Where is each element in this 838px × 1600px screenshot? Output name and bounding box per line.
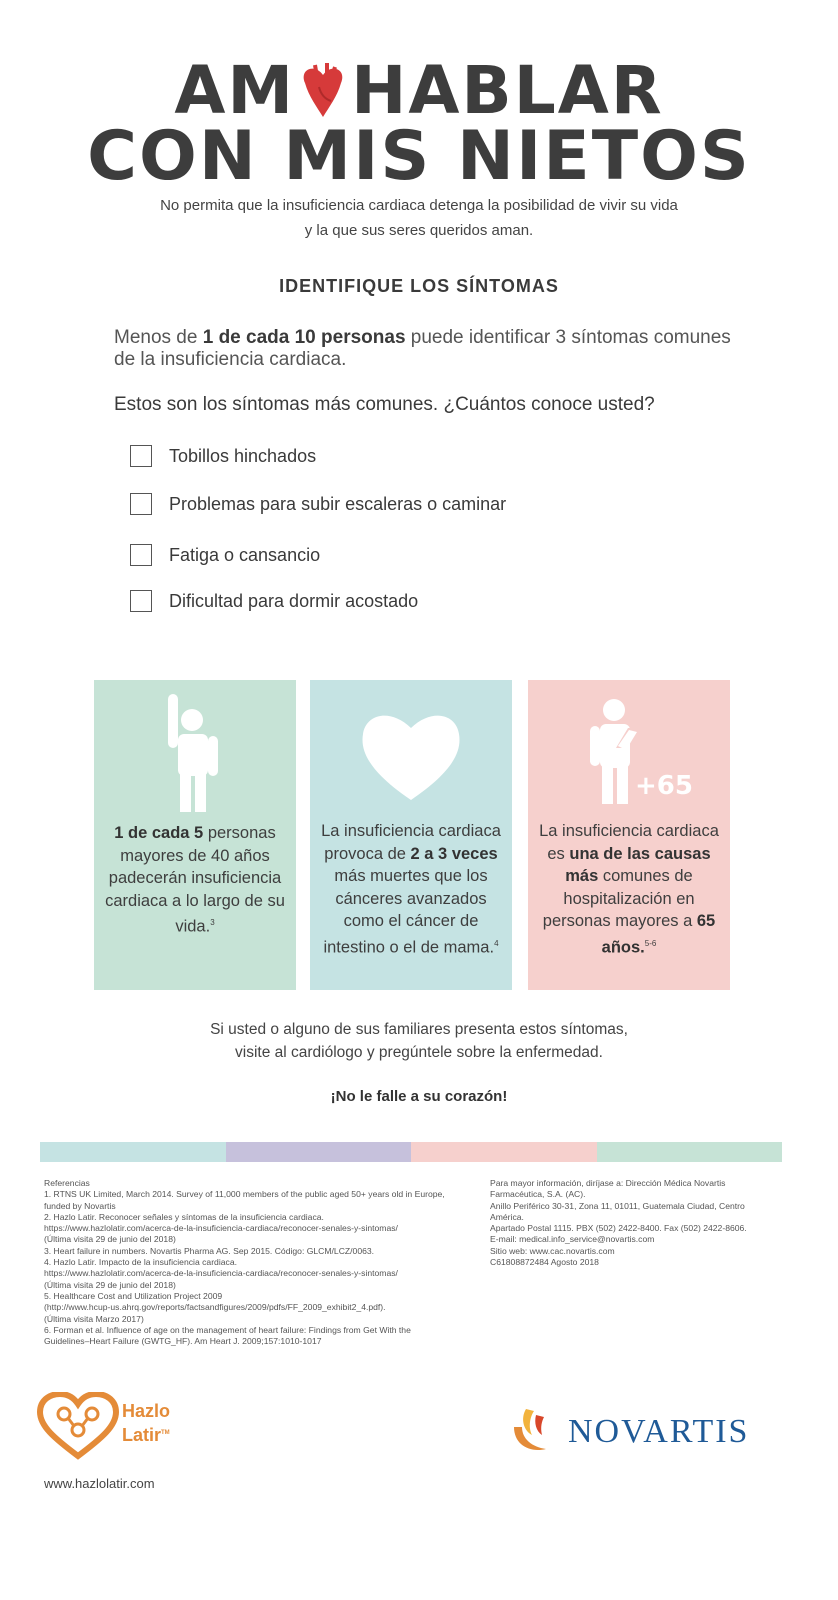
symptom-checkbox[interactable]: [130, 493, 152, 515]
color-bar-segment: [40, 1142, 226, 1162]
symptom-label: Dificultad para dormir acostado: [169, 590, 419, 611]
intro-text: [114, 327, 734, 371]
symptom-checkbox[interactable]: [130, 445, 152, 467]
symptom-label: Tobillos hinchados: [169, 445, 317, 466]
card-3-ref: 5-6: [644, 938, 657, 948]
card-1-bold: 1 de cada 5: [114, 824, 204, 842]
symptom-label: Problemas para subir escaleras o caminar: [169, 493, 507, 514]
person-raising-hand-icon: [94, 692, 296, 812]
symptom-checkbox[interactable]: [130, 544, 152, 566]
novartis-wordmark: NOVARTIS: [568, 1413, 750, 1450]
color-bar-segment: [226, 1142, 412, 1162]
subtitle: [0, 193, 838, 243]
outro-text: [0, 1018, 838, 1064]
hazlo-word: Hazlo: [122, 1401, 171, 1421]
subtitle-line-2: y la que sus seres queridos aman.: [304, 222, 534, 239]
color-bar-segment: [597, 1142, 783, 1162]
symptom-checkbox[interactable]: [130, 590, 152, 612]
age-65-label: +65: [635, 771, 693, 801]
card-2-bold: 2 a 3 veces: [410, 844, 498, 863]
color-bar-segment: [411, 1142, 597, 1162]
card-3-text: [536, 820, 722, 959]
intro-before: Menos de: [114, 327, 203, 348]
title-hablar: HABLAR: [351, 52, 664, 129]
anatomical-heart-icon: [297, 61, 349, 119]
card-3-body-2: comunes de hospitalización en personas mayores a: [542, 867, 697, 930]
latir-word: Latir: [122, 1425, 162, 1445]
title-am: AM: [174, 52, 296, 129]
trademark: TM: [161, 1430, 170, 1436]
hazlo-latir-wordmark: [122, 1400, 170, 1446]
tagline: ¡No le falle a su corazón!: [330, 1088, 508, 1105]
card-3-bold-1: una de las causas más: [565, 844, 711, 885]
card-3-body-1: La insuficiencia cardiaca es: [539, 822, 719, 863]
subtitle-line-1: No permita que la insuficiencia cardiaca detenga la posibilidad de vivir su vida: [160, 197, 678, 214]
references: Referencias 1. RTNS UK Limited, March 2014. Survey of 11,000 members of the public aged 50+ years old in Europe, funded by Novartis 2. Hazlo Latir. Reconocer señales y síntomas de la insuficiencia cardiaca. https://www.hazlolatir.com/acerca-de-la-insuficiencia-cardiaca/reconocer-senales-y-sintomas/ (Última visita 29 de junio del 2018) 3. Heart failure in numbers. Novartis Pharma AG. Sep 2015. Código: GLCM/LCZ/0063. 4. Hazlo Latir. Impacto de la insuficiencia cardiaca. https://www.hazlolatir.com/acerca-de-la-insuficiencia-cardiaca/reconocer-senales-y-sintomas/ (Última visita 29 de junio del 2018) 5. Healthcare Cost and Utilization Project 2009 (http://www.hcup-us.ahrq.gov/reports/factsandfigures/2009/pdfs/FF_2009_exhibit2_4.pdf). (Última visita Marzo 2017) 6. Forman et al. Influence of age on the management of heart failure: Findings from Get With the Guidelines–Heart Failure (GWTG_HF). Am Heart J. 2009;157:1010-1017: [44, 1178, 445, 1347]
outro-line-2: visite al cardiólogo y pregúntele sobre la enfermedad.: [235, 1044, 603, 1061]
card-3-bold-2: 65 años.: [601, 912, 716, 956]
symptom-item[interactable]: [130, 442, 316, 470]
symptoms-question: Estos son los síntomas más comunes. ¿Cuántos conoce usted?: [114, 394, 655, 415]
stat-card-3: [528, 680, 730, 990]
intro-bold: 1 de cada 10 personas: [202, 327, 406, 348]
symptom-item[interactable]: [130, 541, 320, 569]
card-1-ref: 3: [210, 918, 215, 927]
novartis-flame-logo-icon: [510, 1405, 554, 1455]
intro-after: puede identificar 3 síntomas comunes de la insuficiencia cardiaca.: [114, 327, 731, 370]
card-2-body-2: más muertes que los cánceres avanzados como el cáncer de intestino o el de mama.: [323, 867, 495, 956]
heart-network-logo-icon: [36, 1392, 120, 1460]
website-link[interactable]: www.hazlolatir.com: [44, 1476, 155, 1491]
card-1-body: personas mayores de 40 años padecerán insuficiencia cardiaca a lo largo de su vida.: [105, 824, 285, 936]
symptom-item[interactable]: [130, 490, 506, 518]
outro-line-1: Si usted o alguno de sus familiares presenta estos síntomas,: [210, 1021, 628, 1038]
symptom-label: Fatiga o cansancio: [169, 544, 321, 565]
color-bar: [40, 1142, 782, 1162]
card-2-body-1: La insuficiencia cardiaca provoca de: [321, 822, 501, 863]
person-holding-chest-icon: [528, 692, 730, 812]
title-line-2: CON MIS NIETOS: [87, 117, 751, 196]
section-heading: IDENTIFIQUE LOS SÍNTOMAS: [279, 276, 559, 296]
stat-card-2: [310, 680, 512, 990]
card-1-text: [102, 822, 288, 938]
heart-icon: [310, 692, 512, 812]
stat-card-1: [94, 680, 296, 990]
card-2-text: [318, 820, 504, 959]
contact-info: Para mayor información, diríjase a: Dirección Médica Novartis Farmacéutica, S.A. (AC). Anillo Periférico 30-31, Zona 11, 01011, Guatemala Ciudad, Centro América. Apartado Postal 1115. PBX (502) 2422-8400. Fax (502) 2422-8606. E-mail: medical.info_service@novartis.com Sitio web: www.cac.novartis.com C61808872484 Agosto 2018: [490, 1178, 747, 1268]
card-2-ref: 4: [494, 938, 499, 948]
symptom-item[interactable]: [130, 587, 418, 615]
title-line-1: [0, 52, 838, 129]
